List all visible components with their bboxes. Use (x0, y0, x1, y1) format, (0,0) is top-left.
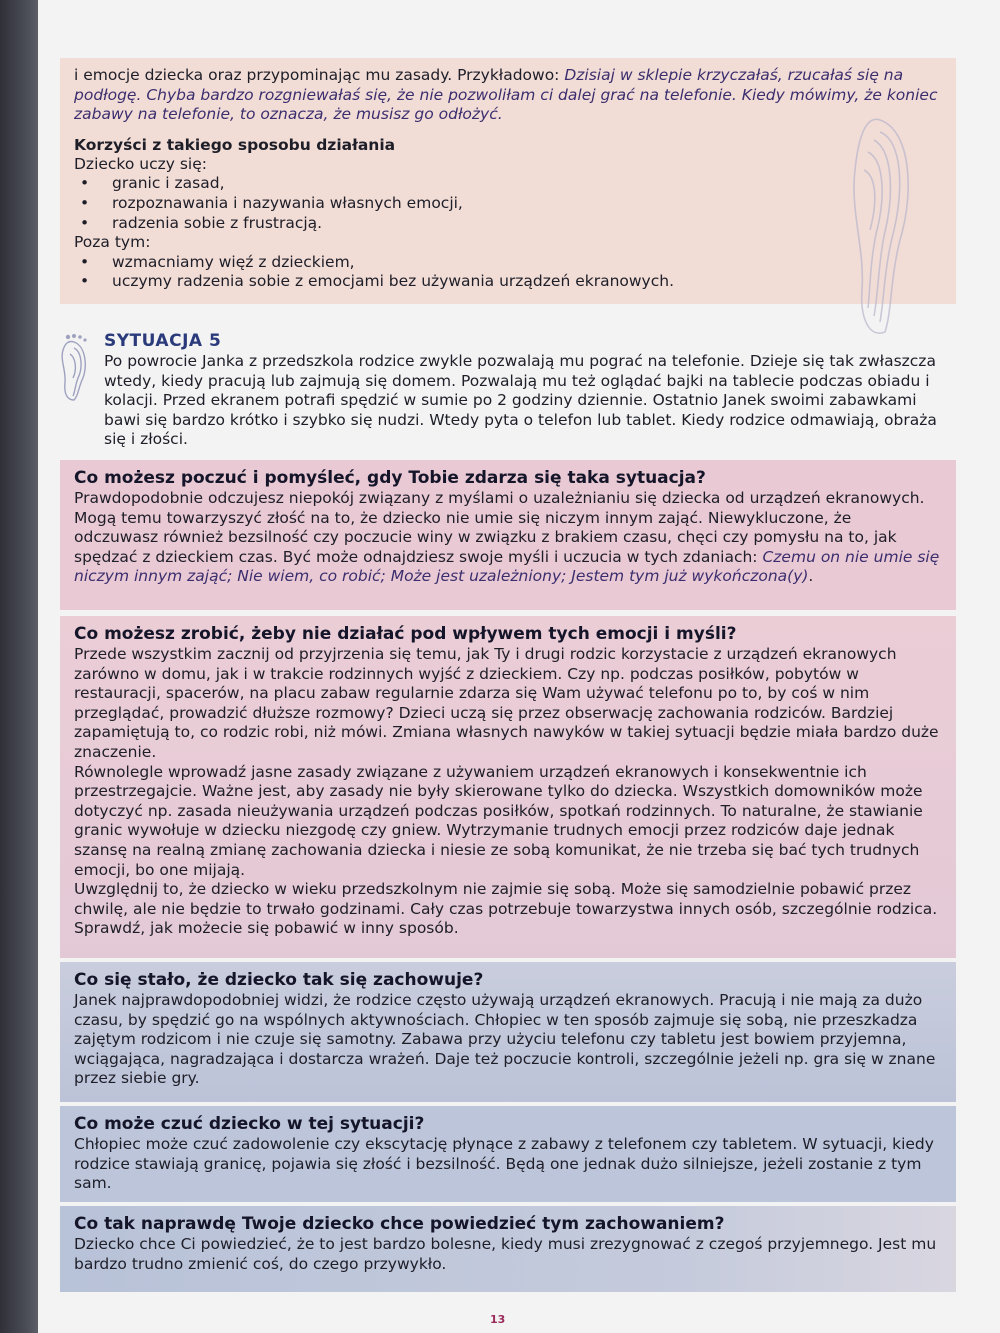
section-child-feelings (60, 1106, 956, 1202)
situation-body: Po powrocie Janka z przedszkola rodzice zwykle pozwalają mu pograć na telefonie. Dzieje się tak zwłaszcza wtedy, kiedy pracują lub zajmują się domem. Pozwalają mu też oglądać bajki na tablecie podczas obiadu i kolacji. Przed ekranem potrafi spędzić w sumie po 2 godziny dziennie. Ostatnio Janek swoimi zabawkami bawi się bardzo krótko i szybko się nudzi. Wtedy pyta o telefon lub tablet. Kiedy rodzice odmawiają, obraża się i złości. (104, 352, 937, 449)
section-text (74, 489, 940, 587)
child-learns-list (74, 174, 940, 233)
section-paragraph-2: Równolegle wprowadź jasne zasady związane z używaniem urządzeń ekranowych i konsekwentnie ich przestrzegajcie. Ważne jest, aby zasady nie były skierowane tylko do dziecka. Wszystkich domowników może dotyczyć np. zasada nieużywania urządzeń podczas posiłków, spotkań rodzinnych. To naturalne, że stawianie granic wywołuje w dziecku niezgodę czy gniew. Wytrzymanie trudnych emocji przez rodziców daje jednak szansę na realną zmianę zachowania dziecka i niesie ze sobą komunikat, że nie trzeba się bać tych trudnych emocji, bo one mijają. (74, 762, 923, 879)
section-heading: Co możesz poczuć i pomyśleć, gdy Tobie zdarza się taka sytuacja? (74, 468, 706, 488)
section-text: Chłopiec może czuć zadowolenie czy ekscytację płynące z zabawy z telefonem czy tabletem. W sytuacji, kiedy rodzice stawiają granicę, pojawia się złość i bezsilność. Będą one jednak dużo silniejsze, jeżeli zostanie z tym sam. (74, 1135, 934, 1193)
page-number: 13 (490, 1313, 506, 1326)
section-heading: Co się stało, że dziecko tak się zachowuje? (74, 970, 484, 990)
section-paragraph-1: Przede wszystkim zacznij od przyjrzenia się temu, jak Ty i drugi rodzic korzystacie z urządzeń ekranowych zarówno w domu, jak i w trakcie rodzinnych wyjść z dzieckiem. Czy np. podczas posiłków, pobytów w restauracji, spacerów, na placu zabaw regularnie zdarza się Wam używać telefonu po to, by coś w nim przeglądać, prowadzić dłuższe rozmowy? Dzieci uczą się przez obserwację zachowania rodziców. Bardziej zapamiętują to, co rodzic robi, niż mówi. Zmiana własnych nawyków w takiej sytuacji będzie miała bardzo duże znaczenie. (74, 645, 939, 761)
benefits-title: Korzyści z takiego sposobu działania (74, 135, 396, 154)
list-item: • granic i zasad, (112, 174, 940, 194)
section-feelings (60, 460, 956, 610)
section-trailing-text: . (808, 567, 814, 586)
intro-italic-text: Dzisiaj w sklepie krzyczałaś, rzucałaś się na podłogę. Chyba bardzo rozgniewałaś się, że nie pozwoliłam ci dalej grać na telefonie. Kiedy mówimy, że koniec zabawy na telefonie, to oznacza, że musisz go odłożyć. (74, 66, 938, 124)
besides-list (74, 253, 940, 292)
situation-title: SYTUACJA 5 (104, 331, 222, 351)
child-learns-label: Dziecko uczy się: (74, 154, 207, 173)
intro-paragraph (74, 66, 940, 125)
besides-label: Poza tym: (74, 233, 151, 252)
section-child-message (60, 1206, 956, 1292)
section-what-to-do (60, 616, 956, 958)
footprint-icon (56, 334, 92, 404)
section-paragraph-3: Uwzględnij to, że dziecko w wieku przedszkolnym nie zajmie się sobą. Może się samodzielnie pobawić przez chwilę, ale nie będzie to trwało godzinami. Cały czas potrzebuje towarzystwa innych osób, szczególnie rodzica. Sprawdź, jak możecie się pobawić w inny sposób. (74, 880, 938, 938)
benefits-block (60, 58, 956, 304)
list-item: • uczymy radzenia sobie z emocjami bez używania urządzeń ekranowych. (112, 272, 940, 292)
section-heading: Co może czuć dziecko w tej sytuacji? (74, 1114, 425, 1134)
section-heading: Co możesz zrobić, żeby nie działać pod wpływem tych emocji i myśli? (74, 624, 737, 644)
list-item: • rozpoznawania i nazywania własnych emocji, (112, 194, 940, 214)
section-heading: Co tak naprawdę Twoje dziecko chce powiedzieć tym zachowaniem? (74, 1214, 725, 1234)
list-item: • radzenia sobie z frustracją. (112, 214, 940, 234)
section-text: Dziecko chce Ci powiedzieć, że to jest bardzo bolesne, kiedy musi zrezygnować z czegoś przyjemnego. Jest mu bardzo trudno zmienić coś, do czego przywykło. (74, 1235, 937, 1273)
section-italic-text: Czemu on nie umie się niczym innym zająć; Nie wiem, co robić; Może jest uzależniony; Jestem tym już wykończona(y) (74, 547, 940, 586)
section-why (60, 962, 956, 1102)
footprint-watermark-icon (840, 100, 920, 340)
section-text: Janek najprawdopodobniej widzi, że rodzice często używają urządzeń ekranowych. Pracują i nie mają za dużo czasu, by spędzić go na wspólnych aktywnościach. Chłopiec w ten sposób zajmuje się sobą, nie przeszkadza zajętym rodzicom i nie czuje się samotny. Zabawa przy użyciu telefonu czy tabletu jest bowiem przyjemna, wciągająca, nagradzająca i dostarcza wrażeń. Daje też poczucie kontroli, szczególnie jeżeli np. gra się w znane przez siebie gry. (74, 991, 936, 1088)
section-plain-text: Prawdopodobnie odczujesz niepokój związany z myślami o uzależnianiu się dziecka od urządzeń ekranowych. Mogą temu towarzyszyć złość na to, że dziecko nie umie się niczym innym zająć. Niewykluczone, że odczuwasz również bezsilność czy poczucie winy w związku z brakiem czasu, chęci czy pomysłu na to, jak spędzać z dzieckiem czas. Być może odnajdziesz swoje myśli i uczucia w tych zdaniach: (74, 489, 925, 566)
intro-plain-text: i emocje dziecka oraz przypominając mu zasady. Przykładowo: (74, 66, 565, 84)
list-item: • wzmacniamy więź z dzieckiem, (112, 253, 940, 273)
